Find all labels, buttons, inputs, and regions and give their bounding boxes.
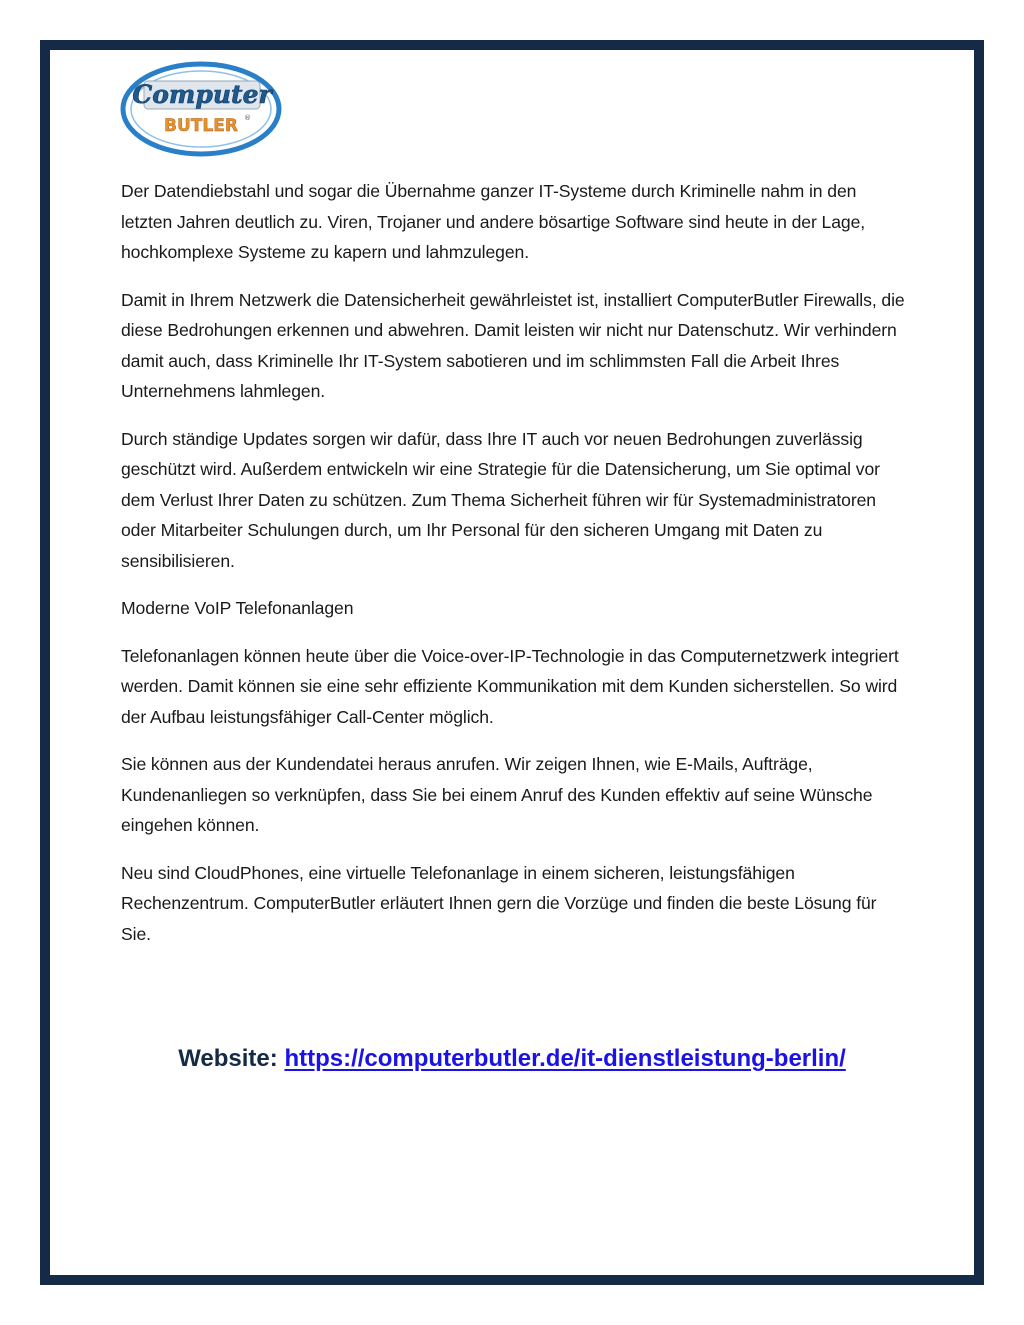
section-heading-voip: Moderne VoIP Telefonanlagen [121, 598, 354, 618]
logo-butler-text: BUTLER [164, 116, 238, 136]
website-label: Website: [178, 1045, 278, 1072]
website-link[interactable]: https://computerbutler.de/it-dienstleistung-berlin/ [284, 1045, 846, 1072]
logo-script-text: Computer [132, 80, 272, 109]
computerbutler-logo [120, 61, 282, 157]
paragraph-voip: Telefonanlagen können heute über die Voice-over-IP-Technologie in das Computernetzwerk integriert werden. Damit können sie eine sehr effiziente Kommunikation mit dem Kunden sicherstellen. So wird der Aufbau leistungsfähiger Call-Center möglich. [121, 645, 899, 727]
paragraph-firewalls: Damit in Ihrem Netzwerk die Datensicherheit gewährleistet ist, installiert ComputerButler Firewalls, die diese Bedrohungen erkennen und abwehren. Damit leisten wir nicht nur Datenschutz. Wir verhindern damit auch, dass Kriminelle Ihr IT-System sabotieren und im schlimmsten Fall die Arbeit Ihres Unternehmens lahmlegen. [121, 289, 905, 401]
paragraph-data-theft: Der Datendiebstahl und sogar die Übernahme ganzer IT-Systeme durch Kriminelle nahm in den letzten Jahren deutlich zu. Viren, Trojaner und andere bösartige Software sind heute in der Lage, hochkomplexe Systeme zu kapern und lahmzulegen. [121, 181, 866, 262]
logo-registered-mark: ® [244, 114, 251, 122]
paragraph-customer-file: Sie können aus der Kundendatei heraus anrufen. Wir zeigen Ihnen, wie E-Mails, Aufträge, Kundenanliegen so verknüpfen, dass Sie bei einem Anruf des Kunden effektiv auf seine Wünsche eingehen können. [121, 754, 873, 835]
paragraph-updates: Durch ständige Updates sorgen wir dafür, dass Ihre IT auch vor neuen Bedrohungen zuverlässig geschützt wird. Außerdem entwickeln wir eine Strategie für die Datensicherung, um Sie optimal vor dem Verlust Ihrer Daten zu schützen. Zum Thema Sicherheit führen wir für Systemadministratoren oder Mitarbeiter Schulungen durch, um Ihr Personal für den sicheren Umgang mit Daten zu sensibilisieren. [121, 428, 880, 571]
paragraph-cloudphones: Neu sind CloudPhones, eine virtuelle Telefonanlage in einem sicheren, leistungsfähigen Rechenzentrum. ComputerButler erläutert Ihnen gern die Vorzüge und finden die beste Lösung für Sie. [121, 862, 877, 944]
website-line [0, 1041, 1024, 1077]
document-body [121, 176, 911, 966]
